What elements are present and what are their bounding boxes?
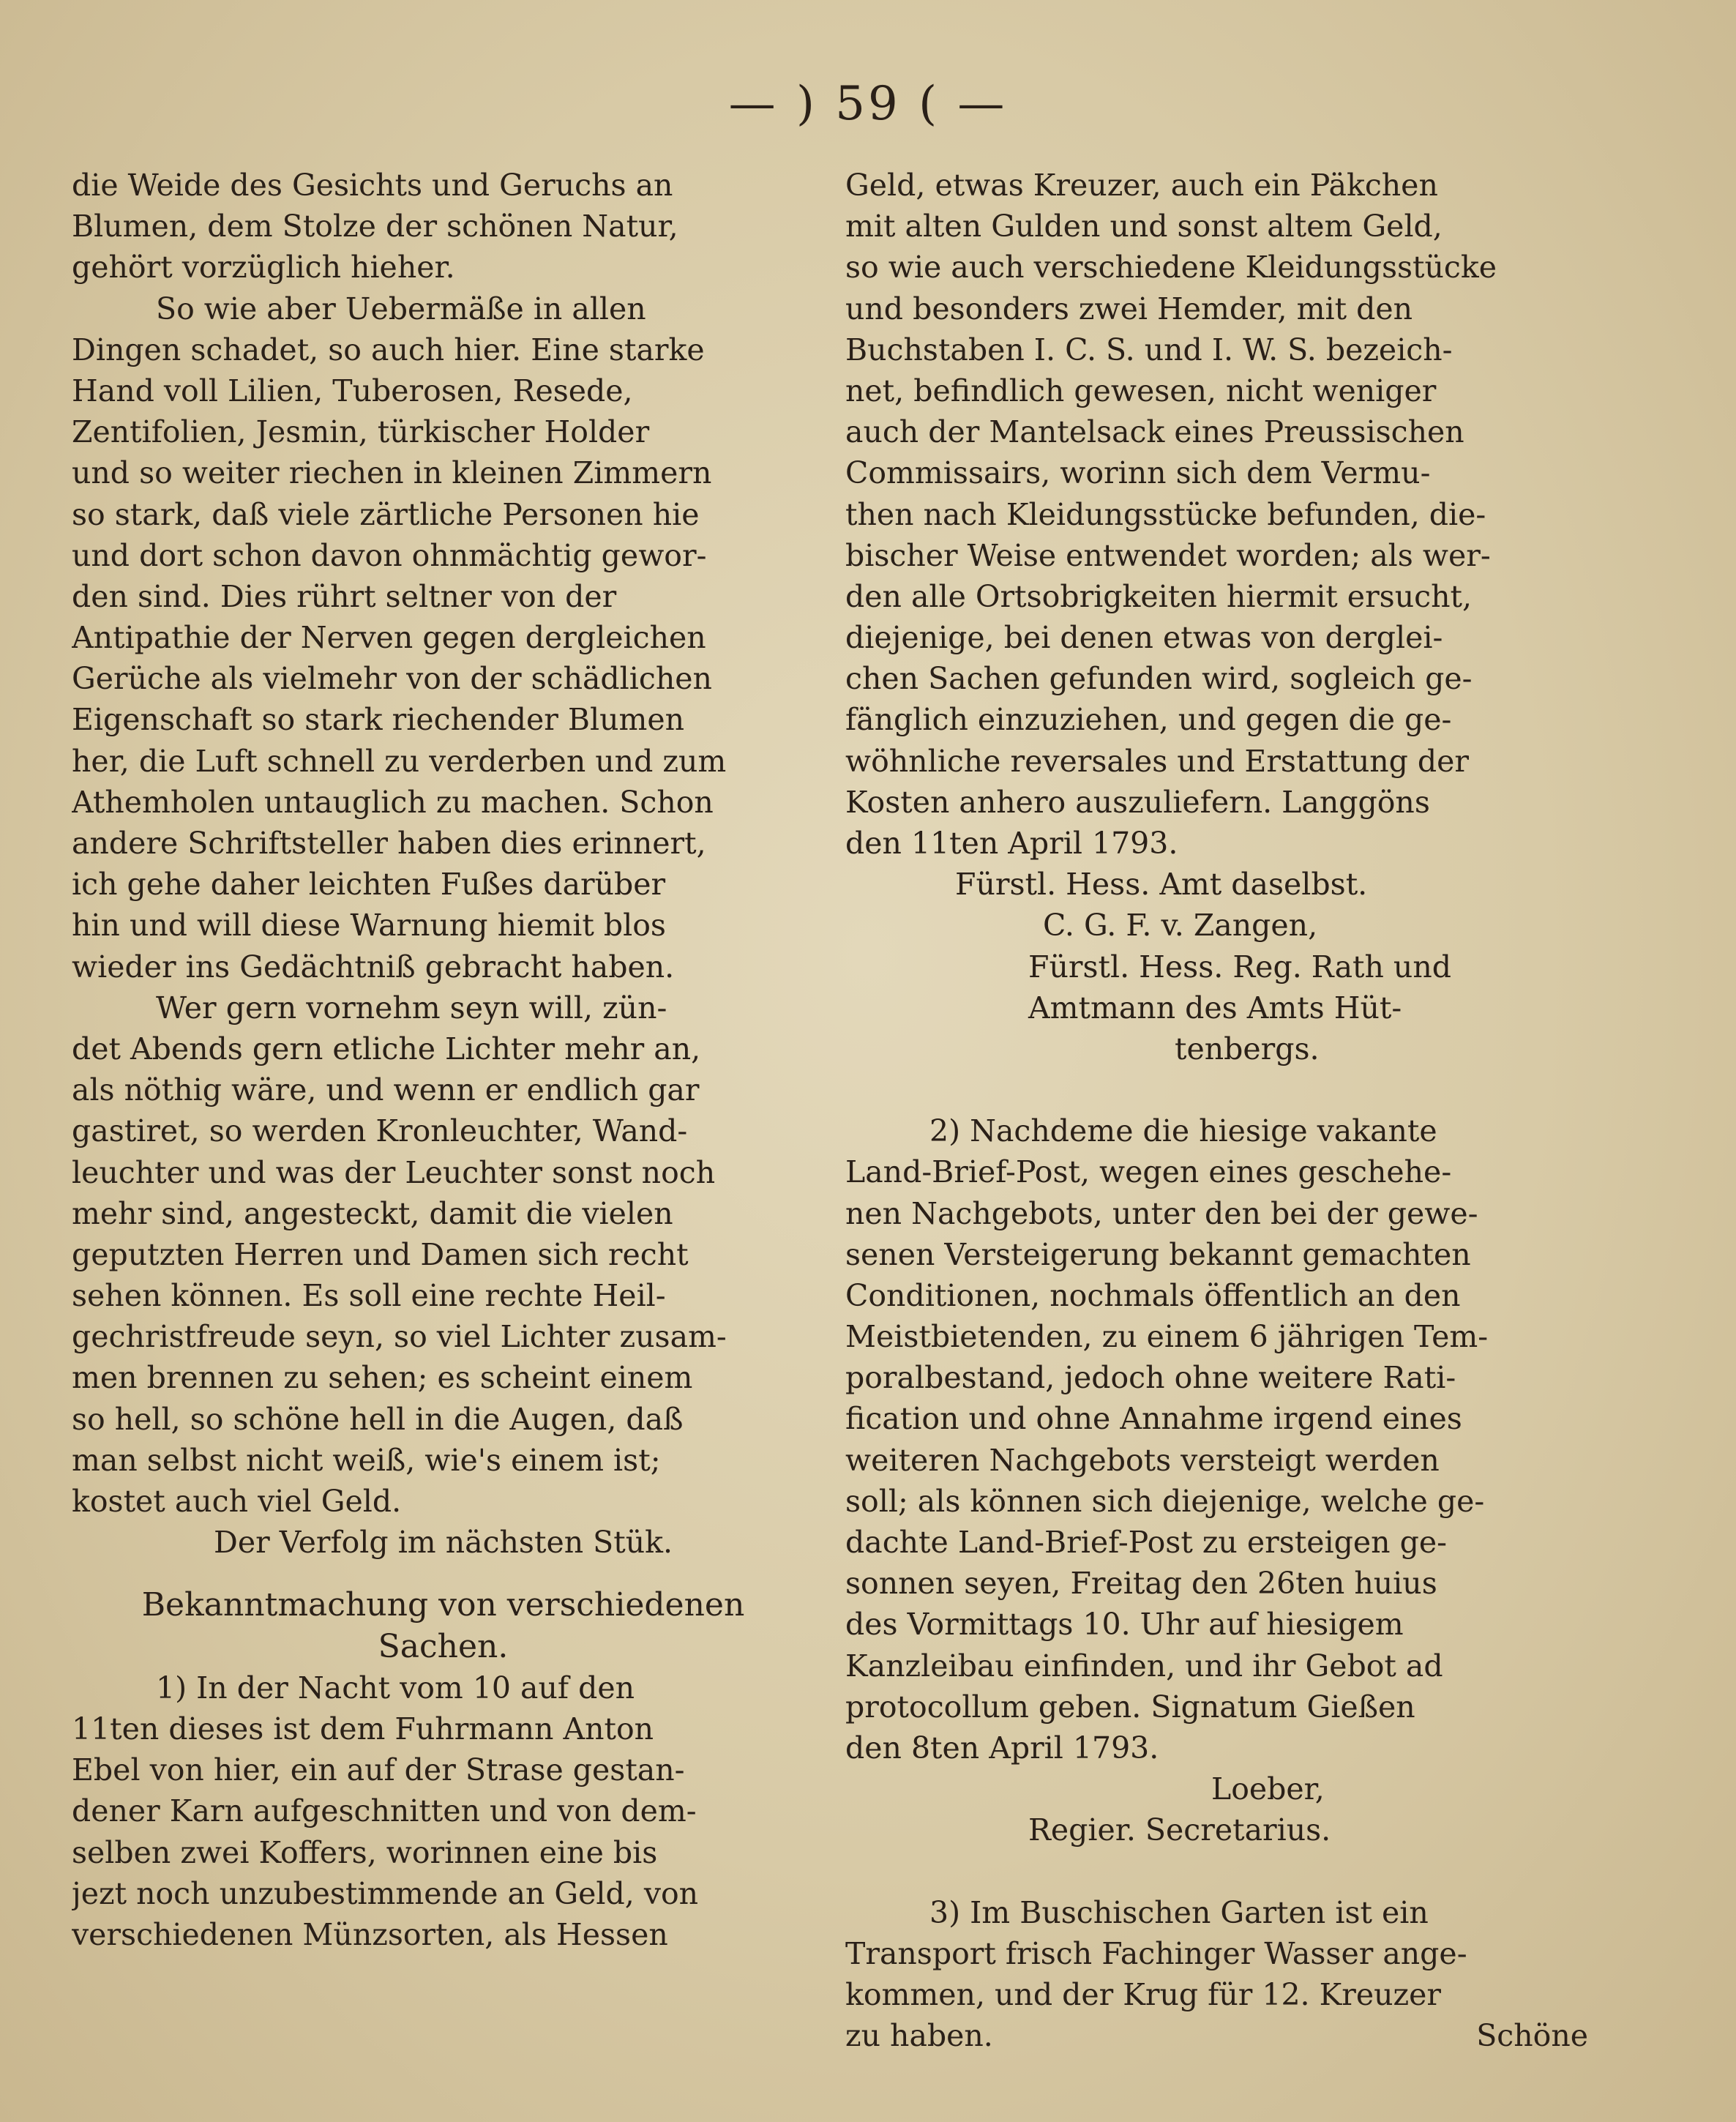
text-line: fication und ohne Annahme irgend eines	[845, 1401, 1462, 1437]
text-line: jezt noch unzubestimmende an Geld, von	[72, 1875, 699, 1911]
text-line: und so weiter riechen in kleinen Zimmern	[72, 455, 712, 491]
signature-line: C. G. F. v. Zangen,	[1043, 908, 1318, 944]
text-line: senen Versteigerung bekannt gemachten	[845, 1236, 1471, 1272]
text-line: und besonders zwei Hemder, mit den	[845, 291, 1413, 326]
text-line: men brennen zu sehen; es scheint einem	[72, 1360, 693, 1396]
text-line: weiteren Nachgebots versteigt werden	[845, 1442, 1440, 1478]
signature-line: Amtmann des Amts Hüt-	[1028, 990, 1402, 1025]
text-line: poralbestand, jedoch ohne weitere Rati-	[845, 1360, 1456, 1396]
text-line: diejenige, bei denen etwas von derglei-	[845, 620, 1443, 656]
text-line: soll; als können sich diejenige, welche ge-	[845, 1483, 1485, 1519]
text-line: So wie aber Uebermäße in allen	[156, 291, 646, 326]
text-line: verschiedenen Münzsorten, als Hessen	[72, 1916, 668, 1952]
text-line: 1) In der Nacht vom 10 auf den	[156, 1670, 635, 1706]
text-line: so hell, so schöne hell in die Augen, daß	[72, 1401, 684, 1437]
text-line: Wer gern vornehm seyn will, zün-	[156, 990, 667, 1025]
text-line: Zentifolien, Jesmin, türkischer Holder	[72, 414, 650, 450]
text-line: Blumen, dem Stolze der schönen Natur,	[72, 209, 678, 244]
text-line: Conditionen, nochmals öffentlich an den	[845, 1277, 1461, 1313]
text-line: gastiret, so werden Kronleuchter, Wand-	[72, 1113, 688, 1149]
catchword: Schöne	[1476, 2018, 1588, 2054]
text-line: sehen können. Es soll eine rechte Heil-	[72, 1278, 666, 1314]
text-fragment: zu haben.	[845, 2018, 993, 2054]
text-line: Kosten anhero auszuliefern. Langgöns	[845, 784, 1430, 820]
text-line: hin und will diese Warnung hiemit blos	[72, 908, 666, 944]
text-line: die Weide des Gesichts und Geruchs an	[72, 168, 673, 203]
text-line: den 11ten April 1793.	[845, 826, 1178, 861]
text-line: Kanzleibau einfinden, und ihr Gebot ad	[845, 1648, 1443, 1684]
text-line: man selbst nicht weiß, wie's einem ist;	[72, 1442, 661, 1478]
text-line: Gerüche als vielmehr von der schädlichen	[72, 661, 712, 697]
right-column	[845, 165, 1588, 2056]
text-line: ich gehe daher leichten Fußes darüber	[72, 867, 666, 903]
text-line: wöhnliche reversales und Erstattung der	[845, 743, 1470, 779]
signature-line: Regier. Secretarius.	[1028, 1812, 1331, 1848]
left-column	[72, 165, 815, 1955]
text-line: bischer Weise entwendet worden; als wer-	[845, 537, 1491, 573]
text-line: Dingen schadet, so auch hier. Eine starke	[72, 332, 705, 367]
signature-line: Fürstl. Hess. Amt daselbst.	[955, 867, 1368, 903]
text-line: so wie auch verschiedene Kleidungsstücke	[845, 250, 1497, 285]
text-line: Land-Brief-Post, wegen eines geschehe-	[845, 1154, 1452, 1190]
text-line: den 8ten April 1793.	[845, 1730, 1159, 1766]
text-line: Commissairs, worinn sich dem Vermu-	[845, 455, 1431, 491]
text-line: fänglich einzuziehen, und gegen die ge-	[845, 702, 1452, 738]
text-line: 2) Nachdeme die hiesige vakante	[929, 1113, 1437, 1149]
text-line: dachte Land-Brief-Post zu ersteigen ge-	[845, 1525, 1447, 1560]
continuation-note: Der Verfolg im nächsten Stük.	[213, 1525, 673, 1561]
text-line: her, die Luft schnell zu verderben und zum	[72, 743, 727, 779]
text-line: protocollum geben. Signatum Gießen	[845, 1689, 1415, 1725]
signature-line: tenbergs.	[1175, 1031, 1320, 1066]
text-line: selben zwei Koffers, worinnen eine bis	[72, 1834, 658, 1870]
text-line: Buchstaben I. C. S. und I. W. S. bezeich-	[845, 332, 1453, 367]
text-line: den sind. Dies rührt seltner von der	[72, 578, 617, 614]
text-line: Eigenschaft so stark riechender Blumen	[72, 702, 685, 738]
section-heading: Sachen.	[378, 1627, 509, 1665]
text-line: des Vormittags 10. Uhr auf hiesigem	[845, 1607, 1404, 1643]
text-line: 3) Im Buschischen Garten ist ein	[929, 1894, 1429, 1930]
page-number: — ) 59 ( —	[728, 77, 1008, 131]
text-line: Hand voll Lilien, Tuberosen, Resede,	[72, 373, 633, 408]
text-line: det Abends gern etliche Lichter mehr an,	[72, 1031, 701, 1066]
text-line: then nach Kleidungsstücke befunden, die-	[845, 496, 1486, 532]
text-line: sonnen seyen, Freitag den 26ten huius	[845, 1566, 1437, 1602]
text-line: Athemholen untauglich zu machen. Schon	[72, 784, 714, 820]
text-line: 11ten dieses ist dem Fuhrmann Anton	[72, 1711, 654, 1746]
text-line: und dort schon davon ohnmächtig gewor-	[72, 537, 707, 573]
text-line: gehört vorzüglich hieher.	[72, 250, 455, 285]
text-line: chen Sachen gefunden wird, sogleich ge-	[845, 661, 1473, 697]
signature-line: Fürstl. Hess. Reg. Rath und	[1028, 949, 1451, 985]
text-line: nen Nachgebots, unter den bei der gewe-	[845, 1195, 1478, 1231]
text-line: Antipathie der Nerven gegen dergleichen	[72, 620, 706, 656]
text-line: Ebel von hier, ein auf der Strase gestan-	[72, 1752, 685, 1788]
text-line: auch der Mantelsack eines Preussischen	[845, 414, 1464, 450]
text-line: dener Karn aufgeschnitten und von dem-	[72, 1793, 697, 1829]
text-line: Geld, etwas Kreuzer, auch ein Päkchen	[845, 168, 1438, 203]
text-line	[845, 2015, 1588, 2056]
signature-line: Loeber,	[1211, 1771, 1325, 1807]
text-line: kostet auch viel Geld.	[72, 1484, 402, 1519]
text-line: leuchter und was der Leuchter sonst noch	[72, 1154, 716, 1190]
text-line: wieder ins Gedächtniß gebracht haben.	[72, 949, 675, 985]
text-line: gechristfreude seyn, so viel Lichter zusam-	[72, 1319, 727, 1355]
text-line: Meistbietenden, zu einem 6 jährigen Tem-	[845, 1319, 1489, 1355]
text-line: den alle Ortsobrigkeiten hiermit ersucht,	[845, 578, 1472, 614]
text-line: net, befindlich gewesen, nicht weniger	[845, 373, 1437, 408]
text-line: andere Schriftsteller haben dies erinnert,	[72, 826, 706, 861]
text-line: geputzten Herren und Damen sich recht	[72, 1236, 689, 1272]
text-line: als nöthig wäre, und wenn er endlich gar	[72, 1072, 700, 1108]
text-line: so stark, daß viele zärtliche Personen hie	[72, 496, 700, 532]
text-line: mit alten Gulden und sonst altem Geld,	[845, 209, 1443, 244]
text-line: mehr sind, angesteckt, damit die vielen	[72, 1195, 673, 1231]
text-line: kommen, und der Krug für 12. Kreuzer	[845, 1976, 1441, 2012]
text-line: Transport frisch Fachinger Wasser ange-	[845, 1935, 1467, 1971]
section-heading: Bekanntmachung von verschiedenen	[141, 1586, 745, 1624]
